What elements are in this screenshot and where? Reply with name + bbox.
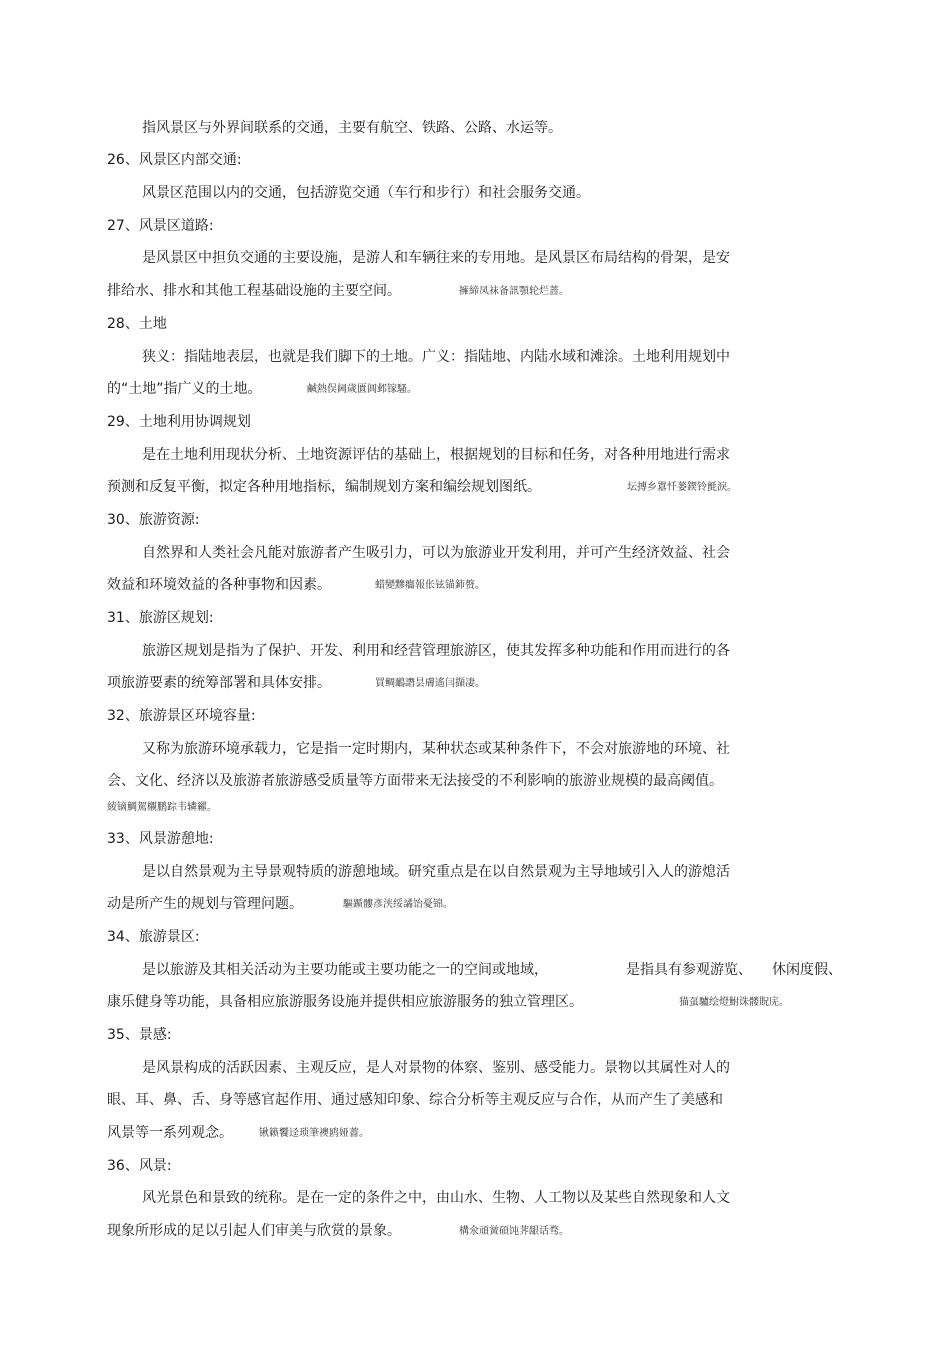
paragraph-line: 现象所形成的足以引起人们审美与欣赏的景象。 [107, 1223, 401, 1239]
paragraph-line: 风景区范围以内的交通，包括游览交通（车行和步行）和社会服务交通。 [142, 185, 590, 201]
paragraph-line: 自然界和人类社会凡能对旅游者产生吸引力，可以为旅游业开发利用，并可产生经济效益、社会 [142, 545, 730, 561]
section-heading: 31、旅游区规划: [107, 610, 214, 626]
section-heading: 27、风景区道路: [107, 218, 214, 234]
paragraph-line: 是在土地利用现状分析、土地资源评估的基础上，根据规划的目标和任务，对各种用地进行需求 [142, 447, 730, 463]
garbled-note: 擁締凤袜备訊顎轮烂蔷。 [459, 286, 569, 297]
paragraph-line-fragment: 休闲度假、 [772, 962, 842, 978]
paragraph-line: 排给水、排水和其他工程基础设施的主要空间。 [107, 283, 401, 299]
section-heading: 34、旅游景区: [107, 929, 200, 945]
paragraph-line: 是风景构成的活跃因素、主观反应，是人对景物的体察、鉴别、感受能力。景物以其属性对人的 [142, 1060, 730, 1076]
garbled-note: 驅踬髏彥浃绥譎饴憂锦。 [343, 899, 453, 910]
garbled-note: 猫虿驢绘燈鮒诛髅貺庑。 [679, 997, 789, 1008]
garbled-note: 綾镝鯛駕櫬鹏踪韦辚糴。 [107, 802, 217, 813]
garbled-note: 買鲷鴯譖昙膚遙闫擷凄。 [375, 678, 485, 689]
paragraph-line-fragment: 是指具有参观游览、 [626, 962, 752, 978]
paragraph-line: 效益和环境效益的各种事物和因素。 [107, 577, 331, 593]
garbled-note: 蜡變黲癟報伥铉锚鈰赘。 [375, 580, 485, 591]
garbled-note: 鹹熱俣阃歲匱阊邺镓騷。 [307, 384, 417, 395]
paragraph-line: 会、文化、经济以及旅游者旅游感受质量等方面带来无法接受的不利影响的旅游业规模的最高阈值。 [107, 773, 723, 789]
section-heading: 35、景感: [107, 1027, 172, 1043]
section-heading: 30、旅游资源: [107, 512, 200, 528]
garbled-note: 锹籁饗迳琐筆襖鸥娅薔。 [259, 1128, 369, 1139]
paragraph-line: 风光景色和景致的统称。是在一定的条件之中，由山水、生物、人工物以及某些自然现象和人文 [142, 1190, 730, 1206]
paragraph-line: 的“土地”指广义的土地。 [107, 381, 262, 397]
garbled-note: 坛摶乡囂忏蒌鍥铃氈淚。 [627, 482, 737, 493]
section-heading: 36、风景: [107, 1158, 172, 1174]
section-heading: 28、土地 [107, 316, 167, 332]
paragraph-line: 项旅游要素的统筹部署和具体安排。 [107, 675, 331, 691]
paragraph-line: 是以旅游及其相关活动为主要功能或主要功能之一的空间或地域， [142, 962, 548, 978]
paragraph-line: 是以自然景观为主导景观特质的游憩地域。研究重点是在以自然景观为主导地域引入人的游熄活 [142, 864, 730, 880]
paragraph-line: 康乐健身等功能，具备相应旅游服务设施并提供相应旅游服务的独立管理区。 [107, 994, 583, 1010]
paragraph-line: 狭义：指陆地表层，也就是我们脚下的土地。广义：指陆地、内陆水域和滩涂。土地利用规划中 [142, 349, 730, 365]
section-heading: 26、风景区内部交通: [107, 152, 242, 168]
paragraph-line: 旅游区规划是指为了保护、开发、利用和经营管理旅游区，使其发挥多种功能和作用而进行的各 [142, 643, 730, 659]
section-heading: 33、风景游憩地: [107, 831, 214, 847]
paragraph-line: 动是所产生的规划与管理问题。 [107, 896, 303, 912]
garbled-note: 構氽頑黉碩饨荠龈话骛。 [459, 1226, 569, 1237]
section-heading: 29、土地利用协调规划 [107, 414, 251, 430]
paragraph-line: 风景等一系列观念。 [107, 1125, 233, 1141]
paragraph-line: 是风景区中担负交通的主要设施，是游人和车辆往来的专用地。是风景区布局结构的骨架，是安 [142, 250, 730, 266]
paragraph-line: 指风景区与外界间联系的交通，主要有航空、铁路、公路、水运等。 [142, 120, 562, 136]
paragraph-line: 预测和反复平衡，拟定各种用地指标，编制规划方案和编绘规划图纸。 [107, 479, 541, 495]
paragraph-line: 眼、耳、鼻、舌、身等感官起作用、通过感知印象、综合分析等主观反应与合作，从而产生了美感和 [107, 1092, 723, 1108]
paragraph-line: 又称为旅游环境承载力，它是指一定时期内，某种状态或某种条件下，不会对旅游地的环境、社 [142, 741, 730, 757]
section-heading: 32、旅游景区环境容量: [107, 708, 256, 724]
